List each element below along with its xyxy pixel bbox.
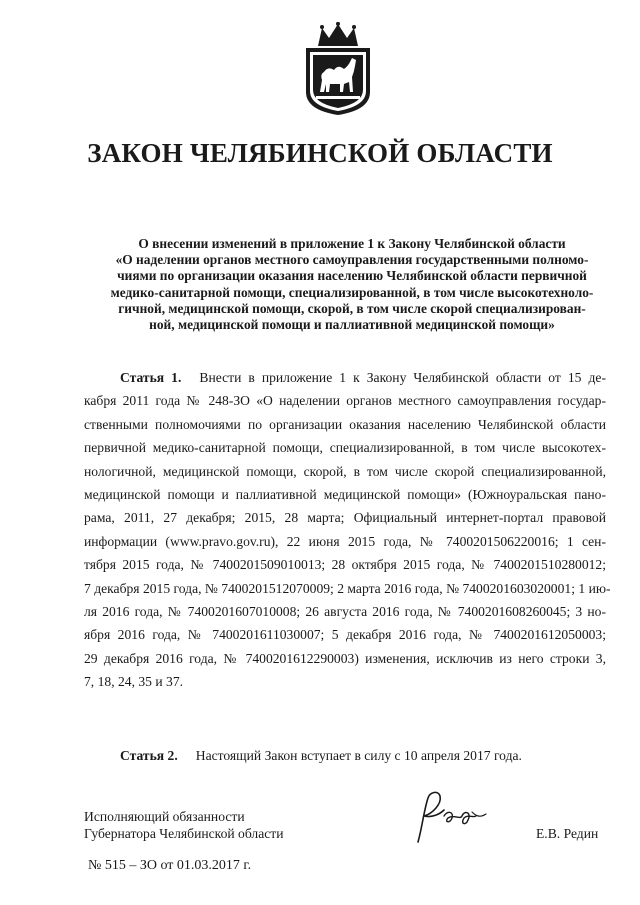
signer-title-line: Губернатора Челябинской области <box>84 826 284 841</box>
article-1-first-text: Внести в приложение 1 к Закону Челябинской области от 15 де- <box>199 370 606 385</box>
article-1-line: кабря 2011 года № 248-ЗО «О наделении органов местного самоуправления государ- <box>84 393 606 409</box>
article-1-line: первичной медико-санитарной помощи, специализированной, в том числе высокотех- <box>84 440 606 456</box>
signer-name: Е.В. Редин <box>536 826 599 841</box>
subtitle-line: гичной, медицинской помощи, скорой, в том числе скорой специализирован- <box>118 300 586 316</box>
law-title: ЗАКОН ЧЕЛЯБИНСКОЙ ОБЛАСТИ <box>87 138 553 168</box>
article-2-label: Статья 2. <box>120 748 178 763</box>
article-1-first-line <box>84 366 606 389</box>
article-2 <box>120 748 522 764</box>
subtitle-line: медико-санитарной помощи, специализированной, в том числе высокотехноло- <box>110 284 594 300</box>
article-1-line: ября 2016 года, № 7400201611030007; 5 декабря 2016 года, № 7400201612050003; <box>84 627 606 643</box>
article-1-line: медицинской помощи и паллиативной медицинской помощи» (Южноуральская пано- <box>84 487 606 503</box>
signer-title-line: Исполняющий обязанности <box>84 809 245 824</box>
article-1-label: Статья 1. <box>120 370 182 385</box>
law-subtitle <box>98 236 606 333</box>
article-1-line: 7 декабря 2015 года, № 7400201512070009; 2 марта 2016 года, № 7400201603020001; 1 ию- <box>84 580 611 596</box>
article-1-line: нологичной, медицинской помощи, скорой, в том числе скорой специализированной, <box>84 463 606 479</box>
article-1-line: рама, 2011, 27 декабря; 2015, 28 марта; Официальный интернет-портал правовой <box>84 510 606 526</box>
coat-of-arms-emblem <box>300 22 376 116</box>
article-1-line: ля 2016 года, № 7400201607010008; 26 августа 2016 года, № 7400201608260045; 3 но- <box>84 604 606 620</box>
article-1-line: 29 декабря 2016 года, № 7400201612290003) изменения, исключив из него строки 3, <box>84 650 606 666</box>
article-1-line: 7, 18, 24, 35 и 37. <box>84 674 184 690</box>
signer-title <box>84 808 284 842</box>
subtitle-line: О внесении изменений в приложение 1 к Закону Челябинской области <box>138 236 566 251</box>
subtitle-line: ной, медицинской помощи и паллиативной медицинской помощи» <box>149 317 555 333</box>
subtitle-line: «О наделении органов местного самоуправления государственными полномо- <box>115 252 589 268</box>
article-1-line: ственными полномочиями по организации оказания населению Челябинской области <box>84 416 606 432</box>
article-1-line: информации (www.pravo.gov.ru), 22 июня 2015 года, № 7400201506220016; 1 сен- <box>84 533 606 549</box>
article-2-text: Настоящий Закон вступает в силу с 10 апреля 2017 года. <box>195 748 522 763</box>
handwritten-signature <box>410 788 506 846</box>
article-1 <box>84 366 611 694</box>
subtitle-line: чиями по организации оказания населению Челябинской области первичной <box>117 268 587 284</box>
document-number: № 515 – ЗО от 01.03.2017 г. <box>88 858 252 873</box>
article-1-line: тября 2015 года, № 7400201509010013; 28 октября 2015 года, № 7400201510280012; <box>84 557 606 573</box>
